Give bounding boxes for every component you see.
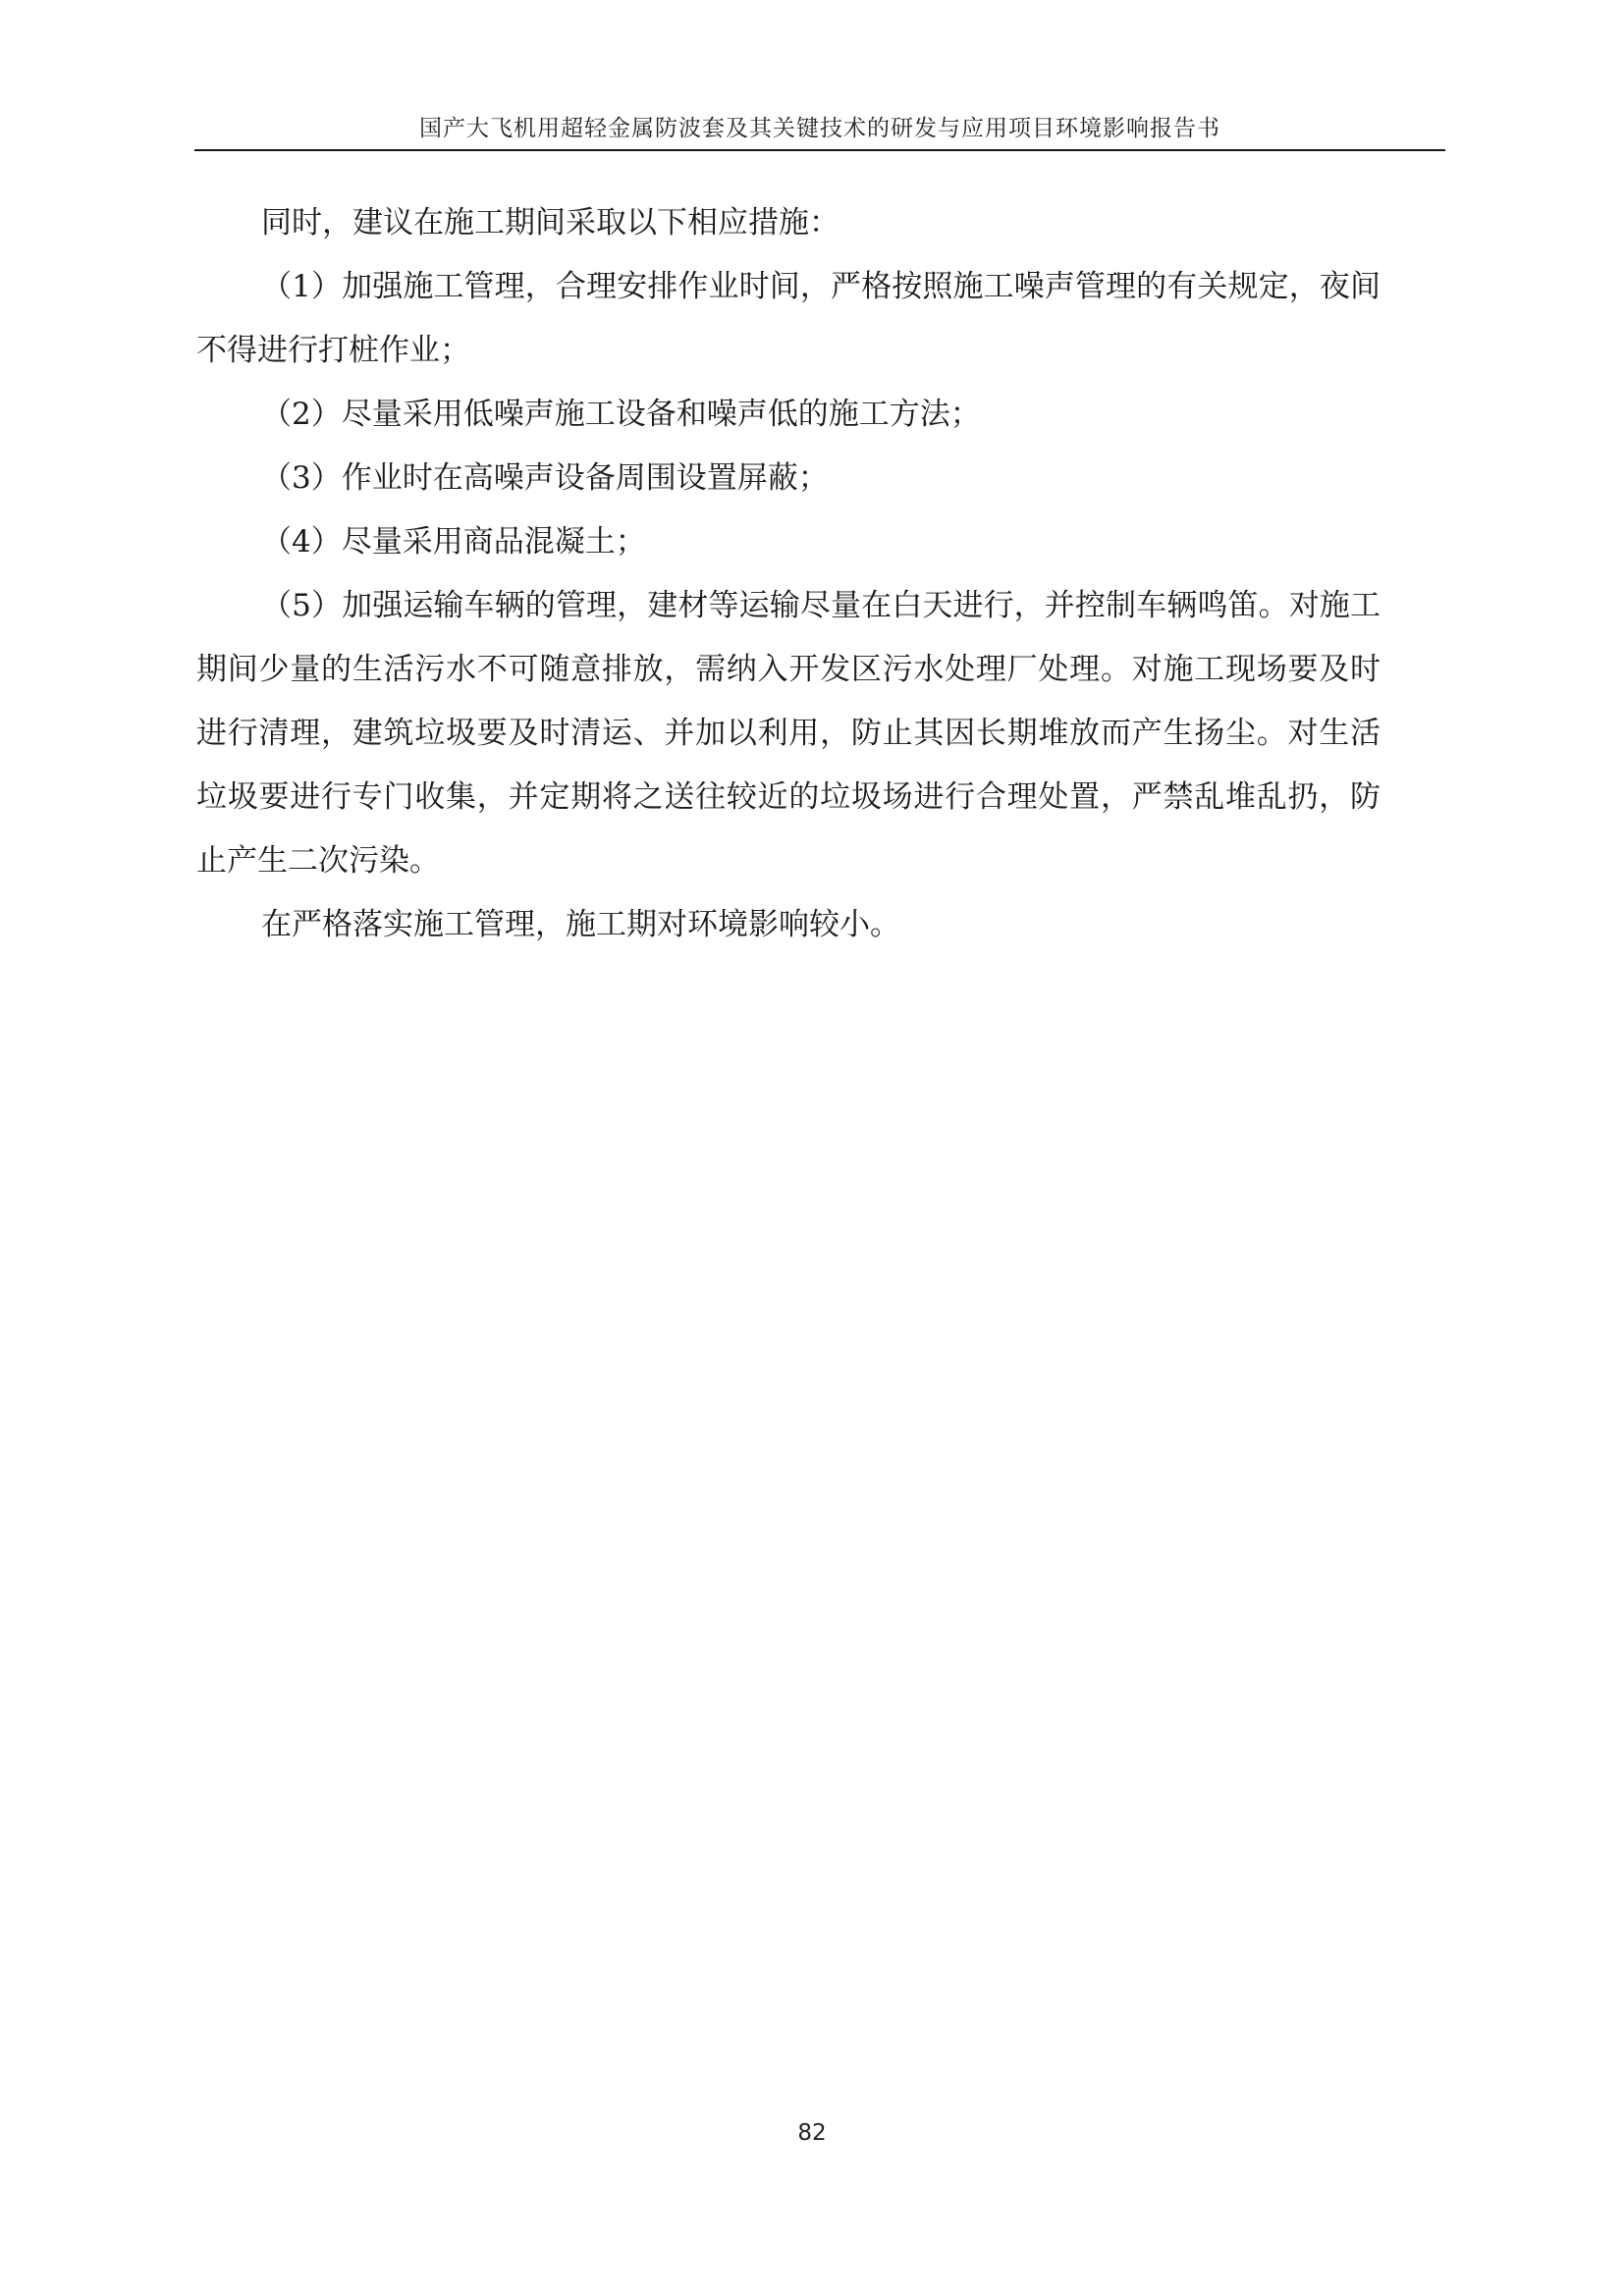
paragraph-item-3: （3）作业时在高噪声设备周围设置屏蔽； (261, 460, 829, 496)
paragraph-block (196, 191, 1380, 957)
paragraph-intro: 同时，建议在施工期间采取以下相应措施： (261, 205, 839, 240)
running-header: 国产大飞机用超轻金属防波套及其关键技术的研发与应用项目环境影响报告书 (419, 116, 1220, 141)
page-number: 82 (797, 2120, 827, 2146)
document-body (196, 191, 1449, 957)
header-divider (194, 149, 1445, 151)
paragraph-item-5: （5）加强运输车辆的管理，建材等运输尽量在白天进行，并控制车辆鸣笛。对施工期间少量的生活污水不可随意排放，需纳入开发区污水处理厂处理。对施工现场要及时进行清理，建筑垃圾要及时清运、并加以利用，防止其因长期堆放而产生扬尘。对生活垃圾要进行专门收集，并定期将之送往较近的垃圾场进行合理处置，严禁乱堆乱扔，防止产生二次污染。 (196, 588, 1380, 879)
paragraph-item-2: （2）尽量采用低噪声施工设备和噪声低的施工方法； (261, 397, 981, 432)
paragraph-item-1: （1）加强施工管理，合理安排作业时间，严格按照施工噪声管理的有关规定，夜间不得进行打桩作业； (196, 269, 1380, 368)
paragraph-conclusion: 在严格落实施工管理，施工期对环境影响较小。 (261, 907, 900, 942)
paragraph-item-4: （4）尽量采用商品混凝土； (261, 524, 646, 560)
